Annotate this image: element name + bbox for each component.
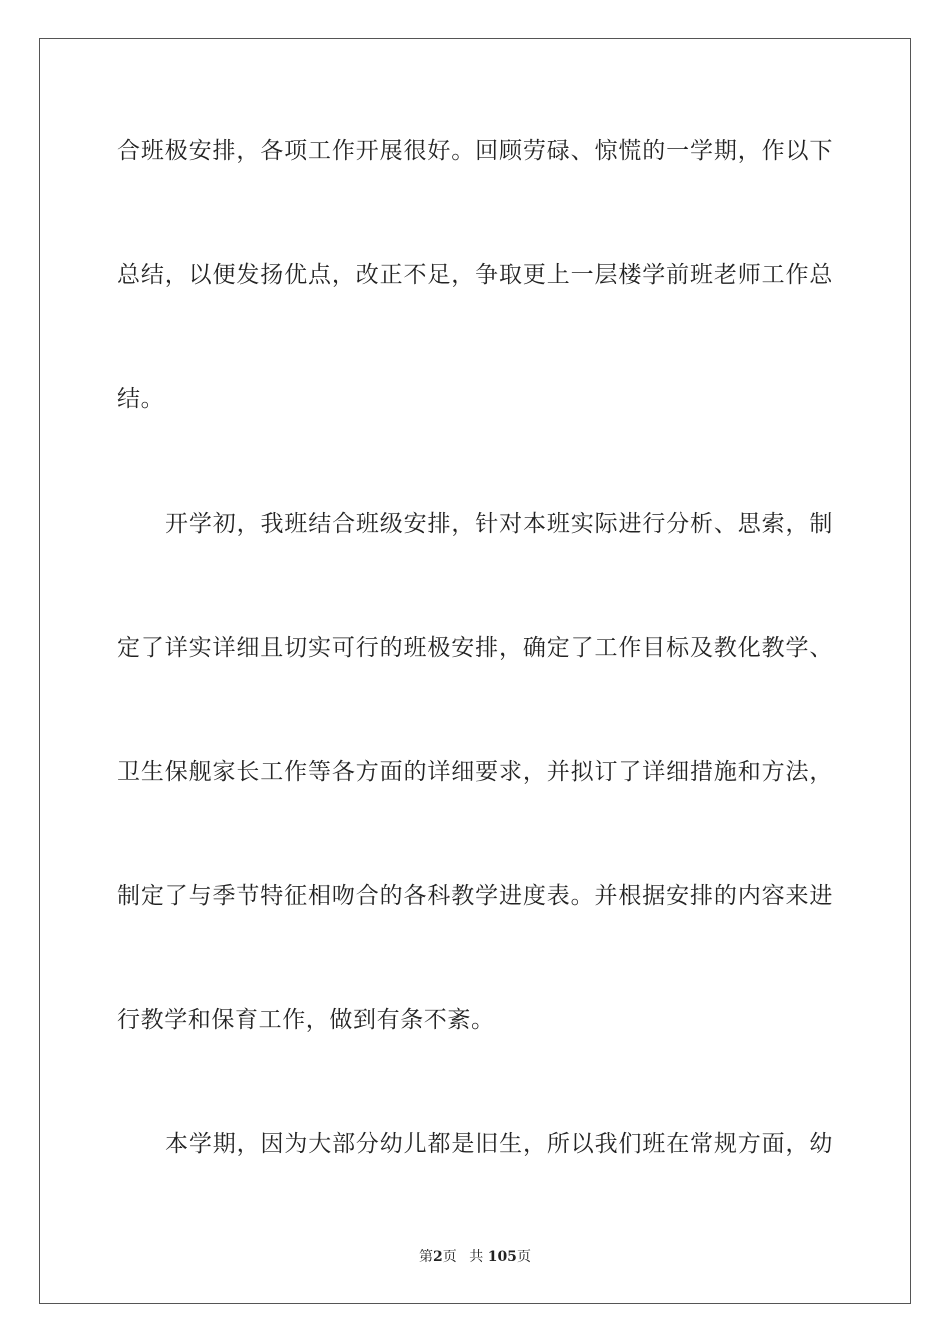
total-pages: 105	[487, 1249, 517, 1265]
text-line: 定了详实详细且切实可行的班极安排，确定了工作目标及教化教学、	[117, 635, 833, 661]
page-suffix: 页	[442, 1249, 457, 1265]
page-prefix: 第	[419, 1249, 434, 1265]
text-line: 合班极安排，各项工作开展很好。回顾劳碌、惊慌的一学期，作以下	[117, 138, 833, 164]
page-indicator	[419, 1249, 457, 1265]
text-line: 总结，以便发扬优点，改正不足，争取更上一层楼学前班老师工作总	[117, 262, 833, 288]
paragraph-start-line: 开学初，我班结合班级安排，针对本班实际进行分析、思索，制	[165, 511, 833, 537]
text-line: 行教学和保育工作，做到有条不紊。	[117, 1007, 495, 1033]
text-line: 结。	[117, 386, 165, 412]
page-number: 2	[433, 1249, 443, 1265]
total-indicator	[469, 1249, 531, 1265]
total-prefix: 共	[469, 1249, 484, 1265]
page-footer	[0, 1248, 950, 1266]
page-border	[39, 38, 911, 1304]
total-suffix: 页	[516, 1249, 531, 1265]
paragraph-start-line: 本学期，因为大部分幼儿都是旧生，所以我们班在常规方面，幼	[165, 1131, 833, 1157]
text-line: 卫生保舰家长工作等各方面的详细要求，并拟订了详细措施和方法，	[117, 759, 833, 785]
text-line: 制定了与季节特征相吻合的各科教学进度表。并根据安排的内容来进	[117, 883, 833, 909]
